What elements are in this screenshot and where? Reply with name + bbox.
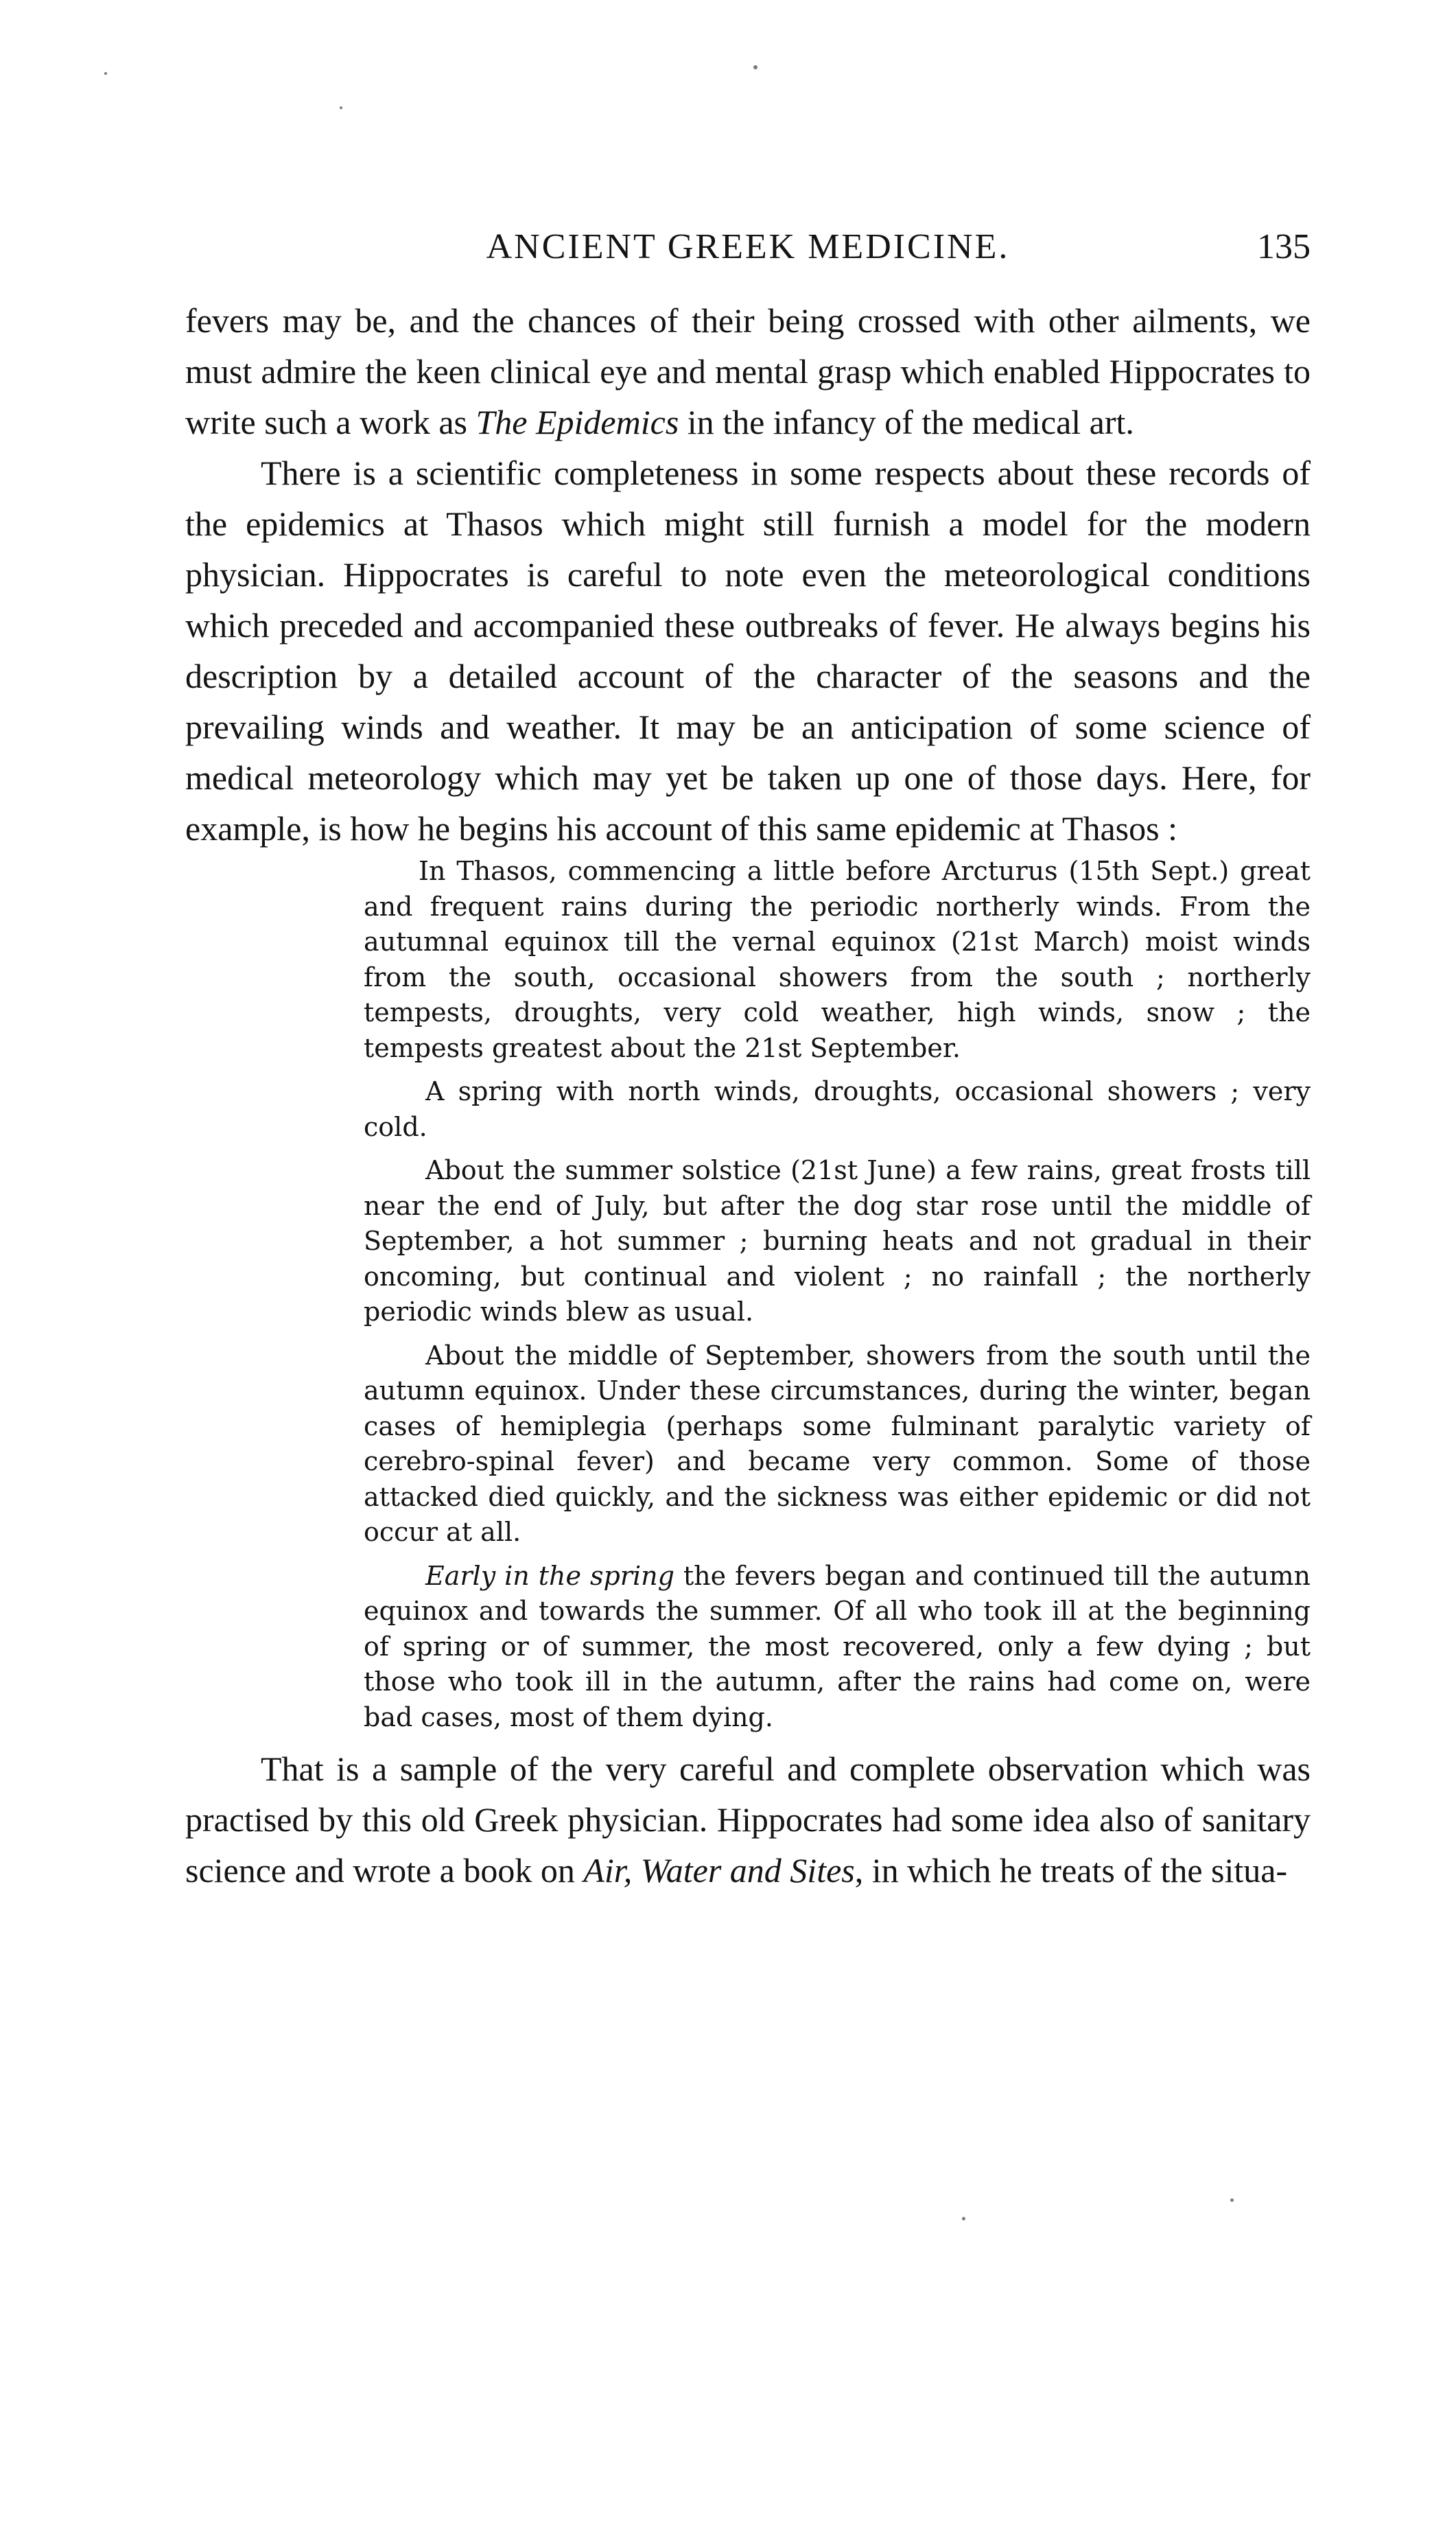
scan-speck [104, 72, 107, 75]
running-head [185, 226, 1311, 281]
scan-speck [1230, 2198, 1234, 2202]
scan-speck [962, 2217, 965, 2220]
book-title-air-water-sites: Air, Water and Sites [583, 1851, 855, 1890]
book-title-the-epidemics: The Epidemics [475, 403, 679, 441]
main-text-continued [185, 1743, 1311, 1896]
paragraph-thasos-records: There is a scientific completeness in some respects about these records of the epidemics at Thasos which might still furnish a model for the modern physician. Hippocrates is careful to note even the meteorological conditions which preceded and accompanied these outbreaks of fever. He always begins his description by a detailed account of the character of the seasons and the prevailing winds and weather. It may be an anticipation of some science of medical meteorology which may yet be taken up one of those days. Here, for example, is how he begins his account of this same epidemic at Thasos : [185, 454, 1311, 848]
book-page [185, 226, 1311, 1896]
running-title: ANCIENT GREEK MEDICINE. [486, 227, 1010, 266]
emphasis-early-in-the-spring: Early in the spring [425, 1560, 674, 1591]
quote-paragraph-early-spring: Early in the spring the fevers began and continued till the autumn equinox and towards the summer. Of all who took ill at the beginning of spring or of summer, the most recovered, only a few dying ; but those who took ill in the autumn, after the rains had come on, were bad cases, most of them dying. [364, 1560, 1311, 1732]
scan-speck [753, 65, 758, 69]
quote-paragraph-september: About the middle of September, showers from the south until the autumn equinox. Under these circumstances, during the winter, began cases of hemiplegia (perhaps some fulminant paralytic variety of cerebro-spinal fever) and became very common. Some of those attacked died quickly, and the sickness was either epidemic or did not occur at all. [364, 1340, 1311, 1547]
paragraph-continuation: fevers may be, and the chances of their being crossed with other ailments, we must admire the keen clinical eye and mental grasp which enabled Hippocrates to write such a work as The Epidemics in the infancy of the medical art. [185, 301, 1311, 441]
quote-paragraph-spring: A spring with north winds, droughts, occasional showers ; very cold. [364, 1076, 1311, 1142]
quote-paragraph-autumn-winter: In Thasos, commencing a little before Arcturus (15th Sept.) great and frequent rains during the periodic northerly winds. From the autumnal equinox till the vernal equinox (21st March) moist winds from the south, occasional showers from the south ; northerly tempests, droughts, very cold weather, high winds, snow ; the tempests greatest about the 21st September. [364, 856, 1311, 1063]
paragraph-sample-observation: That is a sample of the very careful and complete observation which was practised by this old Greek physician. Hippocrates had some idea also of sanitary science and wrote a book on Air, Water and Sites, in which he treats of the situa- [185, 1750, 1311, 1890]
block-quotation [364, 854, 1311, 1735]
scan-speck [340, 106, 342, 109]
quote-paragraph-summer: About the summer solstice (21st June) a few rains, great frosts till near the end of July, but after the dog star rose until the middle of September, a hot summer ; burning heats and not gradual in their oncoming, but continual and violent ; no rainfall ; the northerly periodic winds blew as usual. [364, 1155, 1311, 1327]
main-text [185, 295, 1311, 854]
page-number: 135 [1257, 227, 1311, 266]
